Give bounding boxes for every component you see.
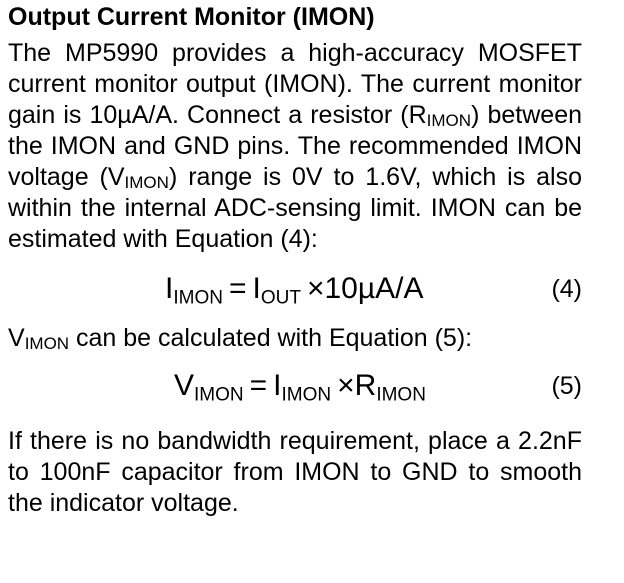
- equals-sign: =: [249, 369, 268, 402]
- times-sign: ×: [306, 272, 325, 305]
- text-run: ) range is 0V to 1.6V, which is also within the internal ADC-sensing limit. IMON can be estimated with Equation (4):: [8, 163, 582, 253]
- document-page: [8, 0, 582, 519]
- text-run: V: [8, 324, 25, 352]
- equation-5: [8, 364, 582, 408]
- symbol: I: [273, 369, 282, 402]
- subscript: IMON: [281, 384, 332, 406]
- subscript: IMON: [124, 173, 169, 193]
- subscript: OUT: [260, 287, 301, 309]
- text-run: can be calculated with Equation (5):: [69, 324, 473, 352]
- paragraph-capacitor: If there is no bandwidth requirement, place a 2.2nF to 100nF capacitor from IMON to GND to smooth the indicator voltage.: [8, 427, 582, 517]
- paragraph-imon-intro: [8, 38, 582, 255]
- subscript: IMON: [376, 384, 426, 406]
- symbol: I: [252, 272, 261, 305]
- text-run: ) between the IMON and GND pins. The recommended IMON voltage (V: [8, 101, 582, 191]
- text-run: The MP5990 provides a high-accuracy MOSFET current monitor output (IMON). The current monitor gain is 10µA/A. Connect a resistor (R: [8, 39, 582, 129]
- section-heading: Output Current Monitor (IMON): [8, 3, 375, 31]
- equation-4: [8, 267, 582, 311]
- symbol: 10µA/A: [324, 272, 424, 305]
- subscript: IMON: [426, 111, 472, 131]
- subscript: IMON: [24, 334, 70, 354]
- symbol: I: [165, 272, 174, 305]
- equation-number: (5): [551, 372, 582, 400]
- equation-5-expression: [174, 364, 426, 408]
- equation-4-expression: [165, 267, 423, 311]
- equation-number: (4): [551, 275, 582, 303]
- paragraph-vimon: [8, 323, 582, 354]
- subscript: IMON: [194, 384, 244, 406]
- symbol: R: [354, 369, 377, 402]
- subscript: IMON: [173, 287, 223, 309]
- symbol: V: [174, 369, 195, 402]
- times-sign: ×: [337, 369, 355, 402]
- equals-sign: =: [228, 272, 247, 305]
